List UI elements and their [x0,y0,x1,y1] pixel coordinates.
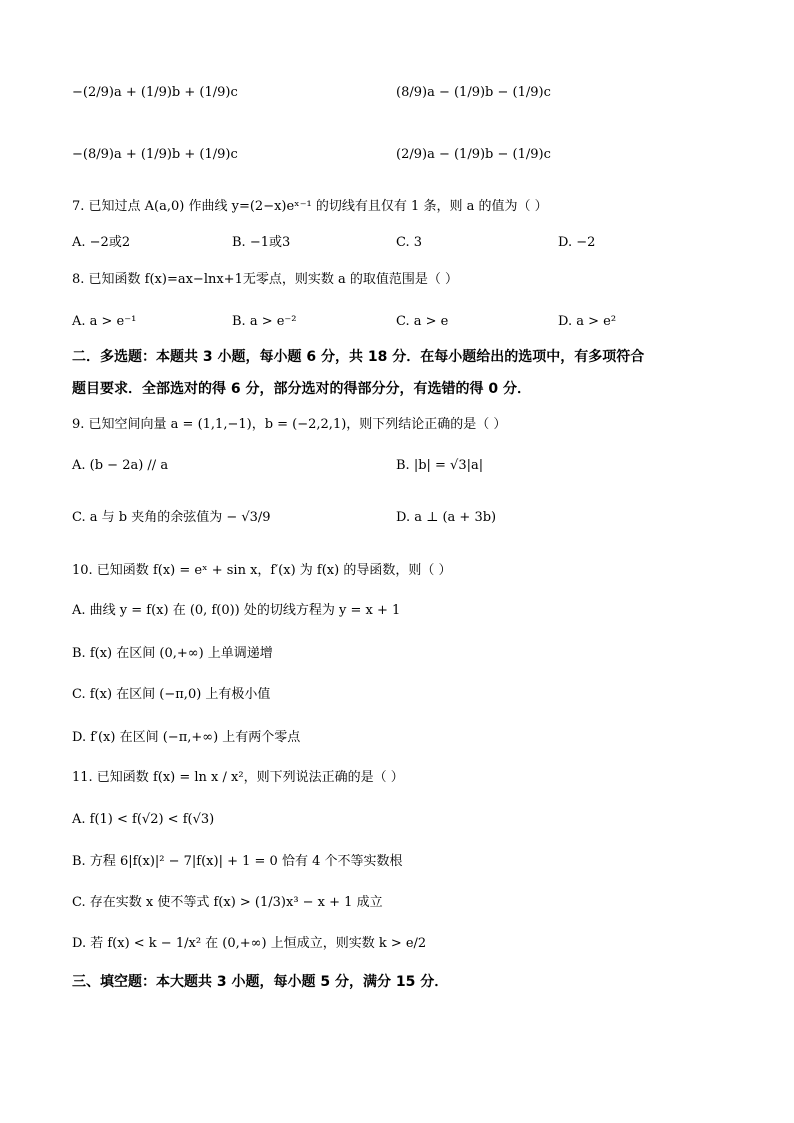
q9-option-c: C. a 与 b 夹角的余弦值为 − √3/9 [72,510,271,525]
q7-option-c: C. 3 [396,235,423,250]
q11-option-a: A. f(1) < f(√2) < f(√3) [72,812,215,827]
q6-option-c: −(8/9)a + (1/9)b + (1/9)c [72,147,238,162]
q10-option-b: B. f(x) 在区间 (0,+∞) 上单调递增 [72,646,273,661]
q8-stem: 8. 已知函数 f(x)=ax−lnx+1无零点，则实数 a 的取值范围是（ ） [72,272,458,287]
q11-stem: 11. 已知函数 f(x) = ln x / x²，则下列说法正确的是（ ） [72,770,404,785]
q9-option-b: B. |b| = √3|a| [396,458,484,473]
q8-option-d: D. a > e² [558,314,617,329]
q9-stem: 9. 已知空间向量 a = (1,1,−1)，b = (−2,2,1)，则下列结论正确的是（ ） [72,417,507,432]
q6-option-d: (2/9)a − (1/9)b − (1/9)c [396,147,551,162]
q7-option-a: A. −2或2 [72,235,131,250]
q7-option-b: B. −1或3 [232,235,291,250]
q7-stem: 7. 已知过点 A(a,0) 作曲线 y=(2−x)eˣ⁻¹ 的切线有且仅有 1 条，则 a 的值为（ ） [72,199,548,214]
q9-option-a: A. (b − 2a) // a [72,458,169,473]
q6-option-b: (8/9)a − (1/9)b − (1/9)c [396,85,551,100]
q8-option-a: A. a > e⁻¹ [72,314,137,329]
q11-option-b: B. 方程 6|f(x)|² − 7|f(x)| + 1 = 0 恰有 4 个不等实数根 [72,854,403,869]
q10-stem: 10. 已知函数 f(x) = eˣ + sin x，f′(x) 为 f(x) 的导函数，则（ ） [72,563,452,578]
q10-option-a: A. 曲线 y = f(x) 在 (0, f(0)) 处的切线方程为 y = x + 1 [72,603,401,618]
section2-line1: 二．多选题：本题共 3 小题，每小题 6 分，共 18 分．在每小题给出的选项中，有多项符合 [72,349,645,365]
q6-option-a: −(2/9)a + (1/9)b + (1/9)c [72,85,238,100]
q9-option-d: D. a ⊥ (a + 3b) [396,510,497,525]
section3-heading: 三、填空题：本大题共 3 小题，每小题 5 分，满分 15 分． [72,974,449,990]
q11-option-d: D. 若 f(x) < k − 1/x² 在 (0,+∞) 上恒成立，则实数 k > e/2 [72,936,427,951]
q10-option-c: C. f(x) 在区间 (−π,0) 上有极小值 [72,687,271,702]
q7-option-d: D. −2 [558,235,596,250]
q8-option-b: B. a > e⁻² [232,314,297,329]
q11-option-c: C. 存在实数 x 使不等式 f(x) > (1/3)x³ − x + 1 成立 [72,895,383,910]
q10-option-d: D. f′(x) 在区间 (−π,+∞) 上有两个零点 [72,730,301,745]
q8-option-c: C. a > e [396,314,449,329]
section2-line2: 题目要求．全部选对的得 6 分，部分选对的得部分分，有选错的得 0 分． [72,381,531,397]
